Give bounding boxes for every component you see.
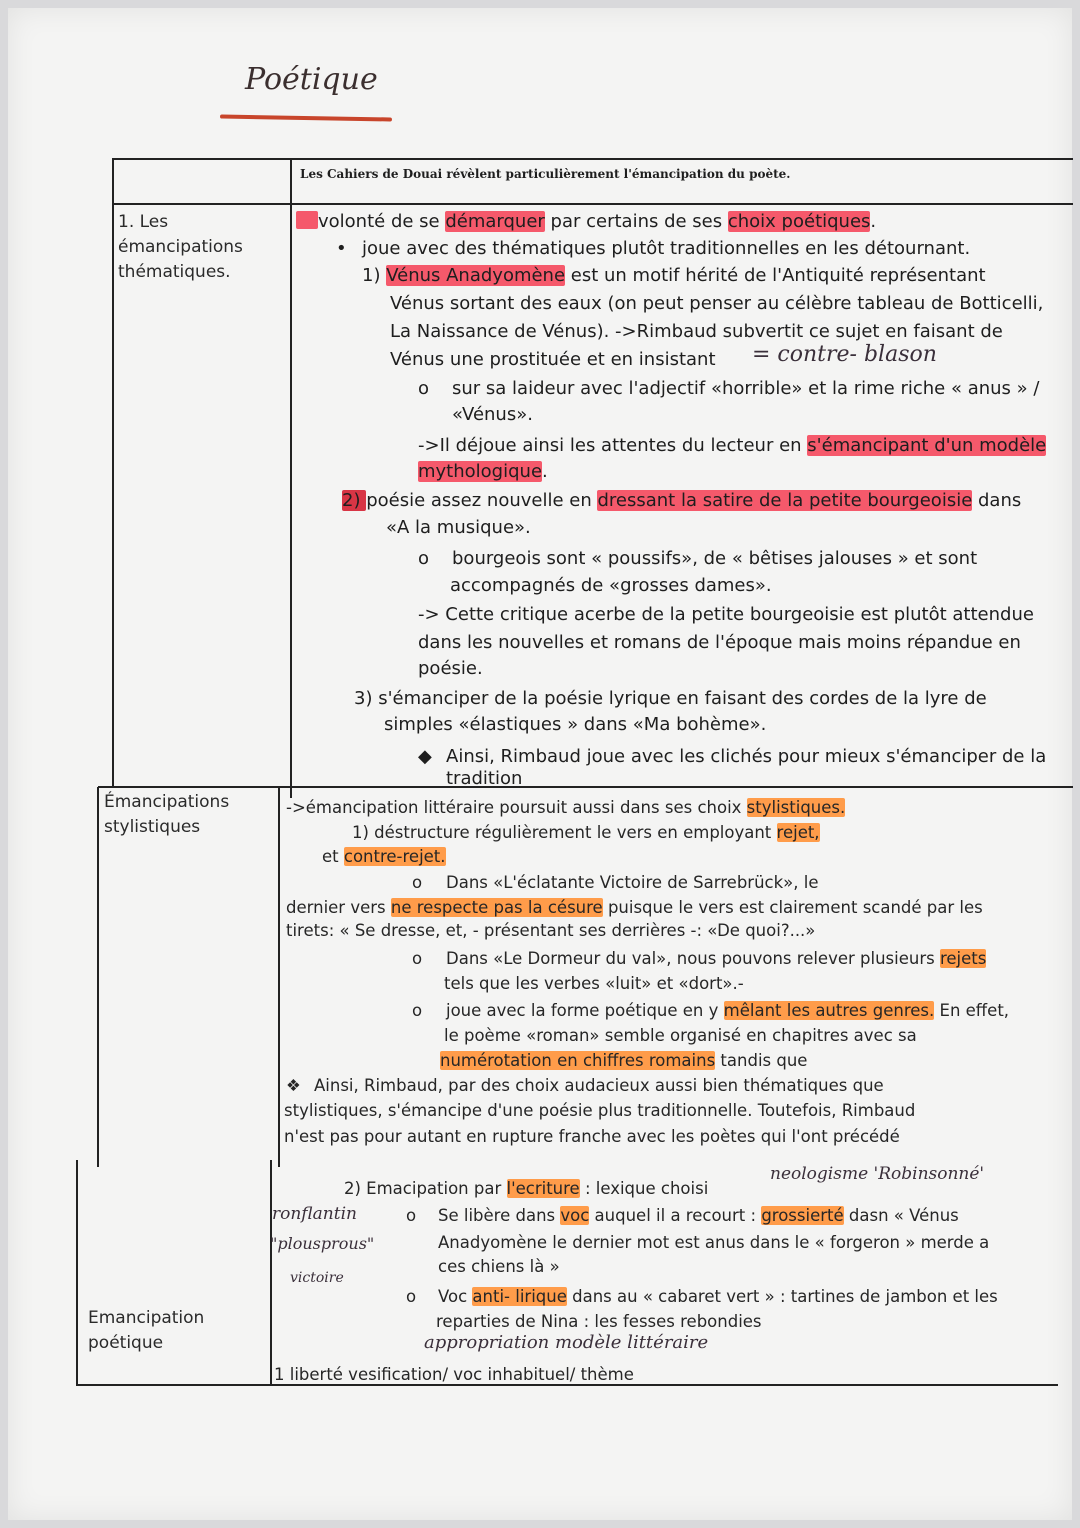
- text: bourgeois sont « poussifs», de « bêtises jalouses » et sont: [452, 548, 978, 569]
- s1-line-1: [296, 209, 876, 234]
- s3-line-2: [406, 1203, 959, 1228]
- highlight-text: mythologique: [418, 461, 543, 482]
- highlight-text: démarquer: [445, 211, 545, 232]
- s1-line-2: [336, 236, 970, 261]
- text: dans: [972, 490, 1022, 511]
- text: : lexique choisi: [579, 1179, 709, 1198]
- diamond-bullet-icon: ◆: [418, 746, 432, 767]
- s1-line-8: «Vénus».: [452, 404, 533, 425]
- text: Ainsi, Rimbaud, par des choix audacieux aussi bien thématiques que: [314, 1076, 884, 1095]
- text: Se libère dans: [438, 1206, 561, 1225]
- text: 2) Emacipation par: [344, 1179, 507, 1198]
- highlight-text: stylistiques.: [746, 798, 846, 817]
- highlight-text: s'émancipant d'un modèle: [807, 435, 1047, 456]
- highlight-text: dressant la satire de la petite bourgeoisie: [597, 490, 973, 511]
- s2-line-6: tirets: « Se dresse, et, - présentant ses derrières -: «De quoi?...»: [286, 921, 816, 940]
- text: dernier vers: [286, 898, 391, 917]
- s1-line-21: tradition: [446, 768, 523, 789]
- highlight-text: anti- lirique: [472, 1287, 567, 1306]
- s1-line-13: [418, 546, 977, 571]
- row-label-poetique: [88, 1306, 204, 1356]
- header-cell: Les Cahiers de Douai révèlent particulièrement l'émancipation du poète.: [300, 167, 791, 181]
- highlight-text: rejet,: [776, 823, 820, 842]
- row-label-line: 1. Les: [118, 212, 169, 232]
- highlight-text: mêlant les autres genres.: [723, 1001, 935, 1020]
- text: est un motif hérité de l'Antiquité représentant: [565, 265, 986, 286]
- text: Dans «L'éclatante Victoire de Sarrebrück», le: [446, 873, 819, 892]
- row-label-line: stylistiques: [104, 817, 201, 837]
- s3-line-6: reparties de Nina : les fesses rebondies: [436, 1312, 762, 1331]
- s3-line-8: 1 liberté vesification/ voc inhabituel/ thème: [274, 1365, 634, 1384]
- s2-line-11: [440, 1048, 807, 1073]
- s1-line-12: «A la musique».: [386, 517, 531, 538]
- s1-line-17: poésie.: [418, 658, 483, 679]
- s1-line-16: dans les nouvelles et romans de l'époque mais moins répandue en: [418, 632, 1021, 653]
- bullet-circle-icon: o: [418, 548, 430, 569]
- s2-line-4: [412, 870, 819, 895]
- s2-line-14: n'est pas pour autant en rupture franche avec les poètes qui l'ont précédé: [284, 1127, 900, 1146]
- s1-line-14: accompagnés de «grosses dames».: [450, 575, 772, 596]
- s2-line-13: stylistiques, s'émancipe d'une poésie plus traditionnelle. Toutefois, Rimbaud: [284, 1101, 916, 1120]
- s2-line-2: [352, 820, 820, 845]
- s3-line-3: Anadyomène le dernier mot est anus dans le « forgeron » merde a: [438, 1233, 990, 1252]
- highlight-text: grossierté: [761, 1206, 844, 1225]
- table-left-border-1: [112, 158, 114, 788]
- clover-bullet-icon: ❖: [286, 1076, 301, 1095]
- bullet-circle-icon: o: [418, 378, 430, 399]
- s3-line-5: [406, 1284, 998, 1309]
- s1-line-3: [362, 263, 986, 288]
- row-label-line: Émancipations: [104, 792, 230, 812]
- highlight-text: rejets: [939, 949, 987, 968]
- row-label-line: thématiques.: [118, 262, 231, 282]
- text: dans au « cabaret vert » : tartines de jambon et les: [566, 1287, 998, 1306]
- s1-line-5: La Naissance de Vénus). ->Rimbaud subvertit ce sujet en faisant de: [390, 321, 1003, 342]
- row-label-thematiques: [118, 210, 243, 285]
- text: ->Il déjoue ainsi les attentes du lecteur en: [418, 435, 808, 456]
- bullet-circle-icon: o: [412, 873, 423, 892]
- s2-line-12: [286, 1073, 884, 1098]
- text: Dans «Le Dormeur du val», nous pouvons relever plusieurs: [446, 949, 940, 968]
- s2-line-5: [286, 895, 983, 920]
- bullet-circle-icon: o: [406, 1287, 417, 1306]
- handwritten-margin-word: ronflantin: [272, 1204, 357, 1224]
- s1-line-6: Vénus une prostituée et en insistant: [390, 349, 716, 370]
- highlight-text: choix poétiques: [727, 211, 871, 232]
- s2-line-1: [286, 795, 845, 820]
- row-label-line: émancipations: [118, 237, 243, 257]
- row-label-line: poétique: [88, 1333, 164, 1353]
- s3-line-1: [344, 1176, 708, 1201]
- s1-line-11: [342, 488, 1021, 513]
- bullet-dot-icon: •: [336, 238, 347, 259]
- text: 1) déstructure régulièrement le vers en employant: [352, 823, 777, 842]
- handwritten-margin-word: "plousprous": [270, 1234, 375, 1253]
- text: Ainsi, Rimbaud joue avec les clichés pour mieux s'émanciper de la: [446, 746, 1047, 767]
- s1-line-4: Vénus sortant des eaux (on peut penser au célèbre tableau de Botticelli,: [390, 293, 1044, 314]
- table-col-divider-2: [278, 787, 280, 1167]
- bullet-circle-icon: o: [406, 1206, 417, 1225]
- highlight-mark: [296, 211, 318, 229]
- handwritten-margin-word: victoire: [290, 1270, 344, 1286]
- s2-line-3: [322, 844, 446, 869]
- page-title: Poétique: [245, 62, 378, 97]
- s1-line-15: -> Cette critique acerbe de la petite bourgeoisie est plutôt attendue: [418, 604, 1034, 625]
- row-label-stylistiques: [104, 790, 229, 840]
- s1-line-18: 3) s'émanciper de la poésie lyrique en faisant des cordes de la lyre de: [354, 688, 987, 709]
- s3-line-4: ces chiens là »: [438, 1257, 560, 1276]
- s2-line-10: le poème «roman» semble organisé en chapitres avec sa: [444, 1026, 917, 1045]
- text: dasn « Vénus: [843, 1206, 959, 1225]
- text: .: [542, 461, 548, 482]
- table-left-border-3: [76, 1160, 78, 1385]
- text: volonté de se: [318, 211, 446, 232]
- s1-line-9: [418, 433, 1046, 458]
- text: joue avec des thématiques plutôt traditionnelles en les détournant.: [362, 238, 971, 259]
- highlight-text: Vénus Anadyomène: [386, 265, 566, 286]
- bullet-circle-icon: o: [412, 949, 423, 968]
- handwritten-note-contre-blason: = contre- blason: [752, 342, 937, 367]
- handwritten-note-neologisme: neologisme 'Robinsonné': [770, 1164, 985, 1184]
- s2-line-7: [412, 946, 986, 971]
- highlight-text: voc: [560, 1206, 590, 1225]
- text: puisque le vers est clairement scandé par les: [602, 898, 983, 917]
- text: En effet,: [934, 1001, 1010, 1020]
- text: 1): [362, 265, 387, 286]
- s1-line-19: simples «élastiques » dans «Ma bohème».: [384, 714, 767, 735]
- text: poésie assez nouvelle en: [366, 490, 598, 511]
- text: .: [870, 211, 877, 232]
- table-col-divider-3: [270, 1160, 272, 1385]
- highlight-text: 2): [342, 490, 367, 511]
- highlight-text: l'ecriture: [506, 1179, 580, 1198]
- highlight-text: numérotation en chiffres romains: [440, 1051, 716, 1070]
- text: auquel il a recourt :: [589, 1206, 762, 1225]
- table-header-bottom: [113, 203, 1073, 205]
- s2-line-9: [412, 998, 1009, 1023]
- handwritten-note-appropriation: appropriation modèle littéraire: [424, 1332, 709, 1353]
- text: et: [322, 847, 344, 866]
- text: par certains de ses: [544, 211, 728, 232]
- highlight-text: contre-rejet.: [343, 847, 446, 866]
- highlight-text: ne respecte pas la césure: [390, 898, 603, 917]
- text: sur sa laideur avec l'adjectif «horrible» et la rime riche « anus » /: [452, 378, 1040, 399]
- s1-line-7: [418, 376, 1039, 401]
- table-col-divider-1: [290, 158, 292, 798]
- s2-line-8: tels que les verbes «luit» et «dort».-: [444, 974, 744, 993]
- bullet-circle-icon: o: [412, 1001, 423, 1020]
- table-border-top: [113, 158, 1073, 160]
- text: tandis que: [715, 1051, 808, 1070]
- table-row-divider-1: [98, 786, 1073, 788]
- row-label-line: Emancipation: [88, 1308, 205, 1328]
- text: joue avec la forme poétique en y: [446, 1001, 724, 1020]
- s1-line-10: [418, 459, 548, 484]
- table-left-border-2: [97, 787, 99, 1167]
- text: Voc: [438, 1287, 473, 1306]
- text: ->émancipation littéraire poursuit aussi dans ses choix: [286, 798, 747, 817]
